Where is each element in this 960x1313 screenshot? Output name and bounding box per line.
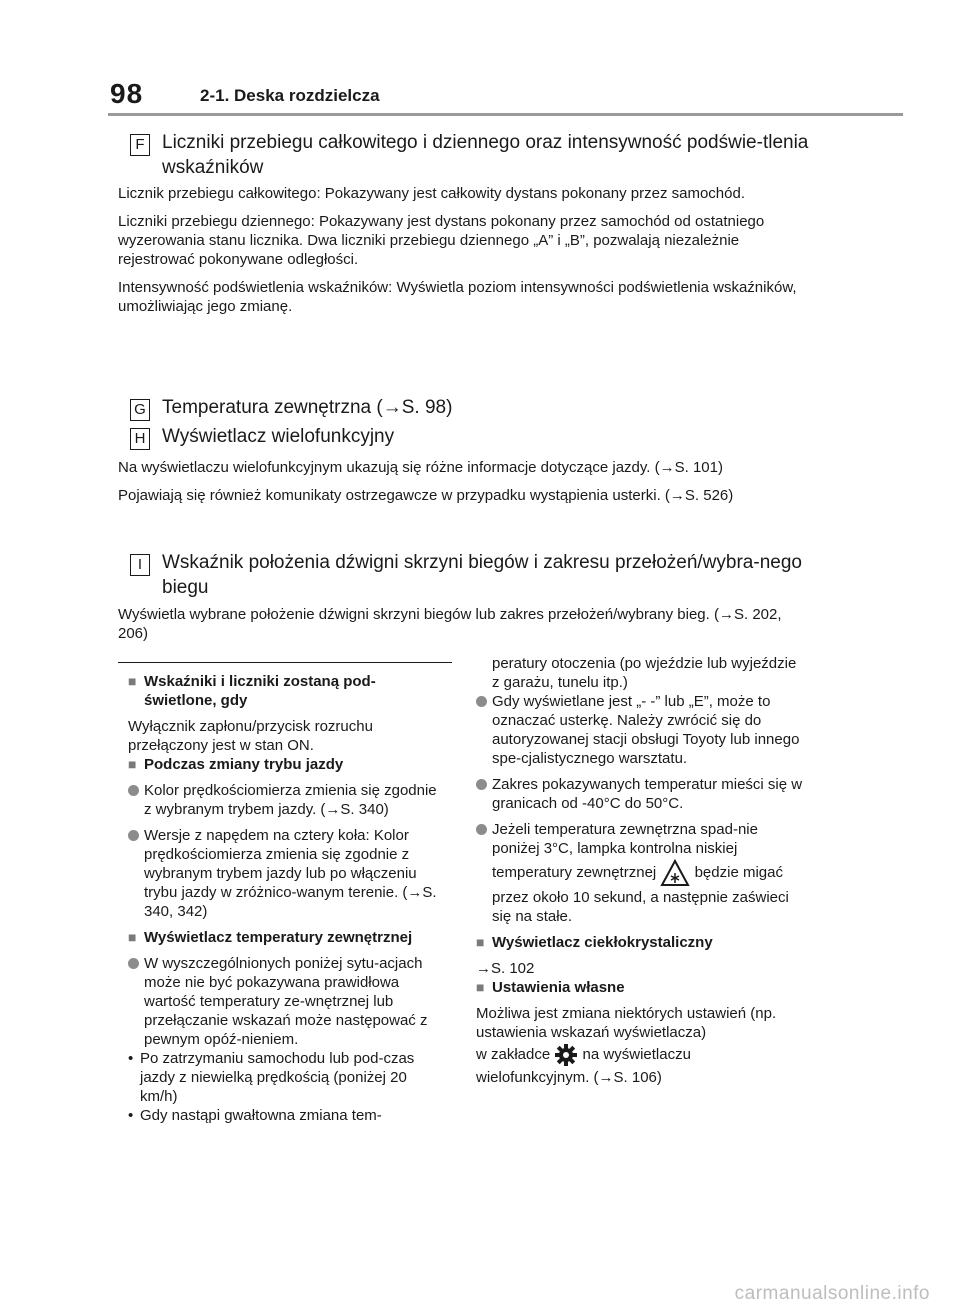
sub-list-item-text: Po zatrzymaniu samochodu lub pod-czas jazdy z niewielką prędkością (poniżej 20 km/h) [140,1050,415,1105]
item-g-heading [130,395,812,421]
section-heading [128,672,446,710]
heading-text: Podczas zmiany trybu jazdy [144,756,344,773]
round-bullet-icon [128,785,139,796]
item-i-title: Wskaźnik położenia dźwigni skrzyni biegów i zakresu przełożeń/wybra-nego biegu [162,552,802,598]
item-f-paragraph: Licznik przebiegu całkowitego: Pokazywany jest całkowity dystans pokonany przez samochód. [118,185,745,202]
list-item-text: Zakres pokazywanych temperatur mieści się w granicach od -40°C do 50°C. [492,776,803,812]
item-h-heading [130,424,812,450]
column-divider [118,662,452,663]
round-bullet-icon [476,824,487,835]
item-h-letter: H [130,428,150,450]
sub-list-item [128,1049,446,1106]
item-g-letter: G [130,399,150,421]
round-bullet-icon [128,958,139,969]
list-item-text: Wersje z napędem na cztery koła: Kolor prędkościomierza zmienia się zgodnie z wybranym trybem jazdy lub po włączeniu trybu jazdy w zróżnico-wanym terenie. (→S. 340, 342) [144,827,437,920]
square-bullet-icon: ■ [476,979,485,995]
item-i-paragraph: Wyświetla wybrane położenie dźwigni skrzyni biegów lub zakres przełożeń/wybrany bieg. (→S. 202, 206) [118,606,782,642]
list-item-text: W wyszczególnionych poniżej sytu-acjach może nie być pokazywana prawidłowa wartość temperatury ze-wnętrznej lub przełączanie wskazań może następować z pewnym opóź-nieniem. [144,955,428,1048]
square-bullet-icon: ■ [128,673,137,689]
item-i-heading [130,550,812,600]
section-heading [476,978,806,997]
right-column [476,654,806,1087]
list-item-text-part: Jeżeli temperatura zewnętrzna spad-nie poniżej 3°C, lampka kontrolna niskiej temperatury zewnętrznej [492,821,758,881]
item-f-letter: F [130,134,150,156]
page-header [0,0,960,120]
low-temperature-warning-icon [660,858,690,888]
square-bullet-icon: ■ [476,934,485,950]
square-bullet-icon: ■ [128,929,137,945]
item-h-title: Wyświetlacz wielofunkcyjny [162,426,395,447]
body-text: Możliwa jest zmiana niektórych ustawień (np. ustawienia wskazań wyświetlacza) [476,1005,777,1041]
body-text: wielofunkcyjnym. (→S. 106) [476,1069,662,1086]
section-heading [128,928,446,947]
heading-text: Wskaźniki i liczniki zostaną pod-świetlone, gdy [144,673,376,709]
small-bullet-icon: • [128,1107,134,1124]
item-h-paragraph: Na wyświetlaczu wielofunkcyjnym ukazują się różne informacje dotyczące jazdy. (→S. 101) [118,459,723,476]
list-item-text: Gdy wyświetlane jest „- -” lub „E”, może to oznaczać usterkę. Należy zwrócić się do autoryzowanej stacji obsługi Toyoty lub innego spe-cjalistycznego warsztatu. [492,693,800,767]
list-item [476,820,806,926]
section-heading [476,933,806,952]
left-column [128,672,446,1125]
heading-text: Ustawienia własne [492,979,625,996]
body-text [476,1042,806,1068]
item-f-paragraph: Intensywność podświetlenia wskaźników: Wyświetla poziom intensywności podświetlenia wskaźników, umożliwiając jego zmianę. [118,279,797,315]
item-i-body [118,605,808,652]
list-item [476,775,806,813]
continued-text: peratury otoczenia (po wjeździe lub wyjeździe z garażu, tunelu itp.) [492,655,797,691]
body-text: Wyłącznik zapłonu/przycisk rozruchu przełączony jest w stan ON. [128,718,373,754]
item-f-title: Liczniki przebiegu całkowitego i dziennego oraz intensywność podświe-tlenia wskaźników [162,132,809,178]
list-item-text [492,820,806,926]
chapter-title: 2-1. Deska rozdzielcza [200,86,380,105]
heading-text: Wyświetlacz ciekłokrystaliczny [492,934,713,951]
list-item-text-part: będzie migać przez około 10 sekund, a następnie zaświeci się na stałe. [492,863,789,925]
round-bullet-icon [128,830,139,841]
gear-icon [554,1043,578,1067]
list-item [128,826,446,921]
reference-text: →S. 102 [476,960,535,977]
item-h-body [118,458,808,514]
heading-text: Wyświetlacz temperatury zewnętrznej [144,929,413,946]
item-i-letter: I [130,554,150,576]
header-divider [108,113,903,116]
body-text-part: w zakładce [476,1046,551,1063]
item-g-title: Temperatura zewnętrzna (→S. 98) [162,397,453,418]
sub-list-item [128,1106,446,1125]
body-text-part: na wyświetlaczu [582,1046,691,1063]
watermark: carmanualsonline.info [734,1283,930,1304]
item-f-heading [130,130,812,180]
item-f-paragraph: Liczniki przebiegu dziennego: Pokazywany jest dystans pokonany przez samochód od ostatniego wyzerowania stanu licznika. Dwa liczniki przebiegu dziennego „A” i „B”, pozwalają niezależnie rejestrować pokonywane odległości. [118,213,765,268]
item-f-body [118,184,808,325]
item-h-paragraph: Pojawiają się również komunikaty ostrzegawcze w przypadku wystąpienia usterki. (→S. 526) [118,487,734,504]
square-bullet-icon: ■ [128,756,137,772]
round-bullet-icon [476,696,487,707]
list-item-text: Kolor prędkościomierza zmienia się zgodnie z wybranym trybem jazdy. (→S. 340) [144,782,437,818]
list-item [476,692,806,768]
small-bullet-icon: • [128,1050,134,1067]
round-bullet-icon [476,779,487,790]
sub-list-item-text: Gdy nastąpi gwałtowna zmiana tem- [140,1107,382,1124]
page-number: 98 [110,78,144,109]
list-item [128,954,446,1049]
section-heading [128,755,446,774]
list-item [128,781,446,819]
